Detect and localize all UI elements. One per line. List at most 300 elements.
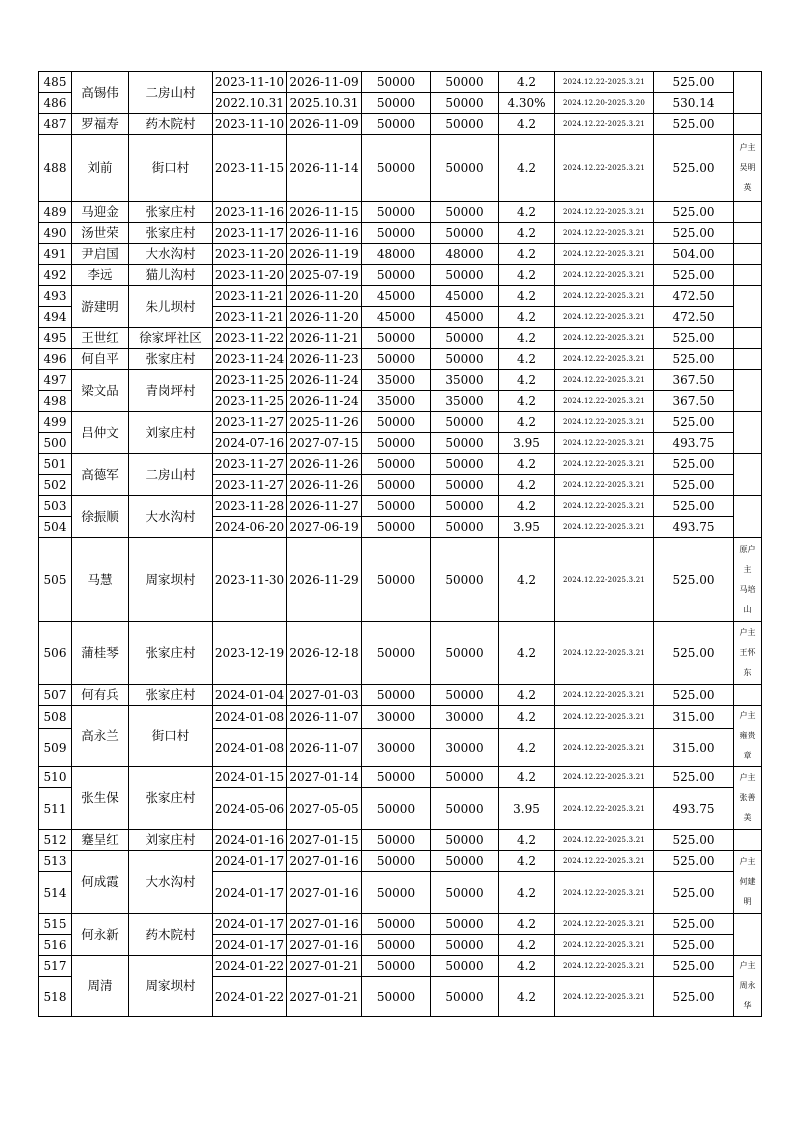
interest-rate: 4.2: [499, 729, 555, 767]
serial-number: 498: [39, 391, 72, 412]
loan-end-date: 2025.10.31: [287, 93, 362, 114]
loan-interest-table: [38, 71, 762, 1017]
loan-start-date: 2023-11-15: [213, 135, 287, 202]
remark-line: 户主: [739, 857, 756, 866]
loan-start-date: 2023-11-27: [213, 454, 287, 475]
village-name: 药木院村: [129, 114, 213, 135]
loan-balance: 30000: [431, 706, 499, 729]
remark-line: 吴明: [739, 163, 756, 172]
loan-amount: 50000: [362, 265, 431, 286]
loan-start-date: 2023-11-10: [213, 114, 287, 135]
loan-amount: 48000: [362, 244, 431, 265]
loan-amount: 50000: [362, 851, 431, 872]
loan-balance: 45000: [431, 307, 499, 328]
interest-rate: 4.2: [499, 412, 555, 433]
borrower-name: 罗福寿: [72, 114, 129, 135]
interest-rate: 4.2: [499, 244, 555, 265]
loan-balance: 50000: [431, 956, 499, 977]
interest-period: 2024.12.22-2025.3.21: [555, 286, 654, 307]
remark-line: 原户: [739, 544, 756, 554]
remark-line: 周永: [739, 981, 756, 990]
interest-amount: 525.00: [654, 767, 734, 788]
interest-amount: 315.00: [654, 729, 734, 767]
loan-end-date: 2027-01-03: [287, 685, 362, 706]
remark-cell: [734, 349, 762, 370]
village-name: 药木院村: [129, 914, 213, 956]
borrower-name: 汤世荣: [72, 223, 129, 244]
loan-balance: 50000: [431, 114, 499, 135]
remark-cell: [734, 370, 762, 412]
village-name: 周家坝村: [129, 956, 213, 1017]
loan-amount: 50000: [362, 475, 431, 496]
interest-period: 2024.12.22-2025.3.21: [555, 729, 654, 767]
remark-line: 章: [743, 751, 752, 760]
serial-number: 509: [39, 729, 72, 767]
interest-amount: 525.00: [654, 328, 734, 349]
borrower-name: 徐振顺: [72, 496, 129, 538]
loan-start-date: 2023-11-16: [213, 202, 287, 223]
borrower-name: 高永兰: [72, 706, 129, 767]
loan-amount: 45000: [362, 307, 431, 328]
remark-line: 山: [743, 604, 752, 614]
interest-amount: 530.14: [654, 93, 734, 114]
loan-start-date: 2024-06-20: [213, 517, 287, 538]
interest-rate: 4.2: [499, 872, 555, 914]
loan-balance: 50000: [431, 935, 499, 956]
borrower-name: 马迎金: [72, 202, 129, 223]
serial-number: 490: [39, 223, 72, 244]
loan-start-date: 2024-01-17: [213, 851, 287, 872]
remark-cell: [734, 914, 762, 956]
remark-cell: [734, 72, 762, 114]
loan-end-date: 2027-01-21: [287, 977, 362, 1017]
remark-line: 英: [743, 183, 752, 192]
interest-period: 2024.12.22-2025.3.21: [555, 412, 654, 433]
loan-end-date: 2026-11-23: [287, 349, 362, 370]
remark-cell: [734, 685, 762, 706]
loan-balance: 50000: [431, 977, 499, 1017]
loan-end-date: 2026-11-29: [287, 538, 362, 622]
loan-start-date: 2024-01-17: [213, 872, 287, 914]
loan-amount: 50000: [362, 517, 431, 538]
loan-amount: 35000: [362, 391, 431, 412]
interest-period: 2024.12.22-2025.3.21: [555, 328, 654, 349]
serial-number: 508: [39, 706, 72, 729]
table-row: [39, 135, 762, 202]
borrower-name: 何永新: [72, 914, 129, 956]
serial-number: 515: [39, 914, 72, 935]
interest-period: 2024.12.22-2025.3.21: [555, 135, 654, 202]
interest-amount: 525.00: [654, 956, 734, 977]
village-name: 周家坝村: [129, 538, 213, 622]
remark-cell: [734, 114, 762, 135]
loan-end-date: 2026-11-15: [287, 202, 362, 223]
loan-amount: 35000: [362, 370, 431, 391]
village-name: 张家庄村: [129, 202, 213, 223]
serial-number: 495: [39, 328, 72, 349]
serial-number: 513: [39, 851, 72, 872]
loan-balance: 50000: [431, 475, 499, 496]
loan-amount: 50000: [362, 935, 431, 956]
interest-rate: 4.2: [499, 475, 555, 496]
loan-start-date: 2023-11-22: [213, 328, 287, 349]
remark-line: 主: [743, 564, 752, 574]
interest-rate: 4.30%: [499, 93, 555, 114]
interest-amount: 504.00: [654, 244, 734, 265]
remark-line: 东: [743, 668, 752, 677]
interest-rate: 4.2: [499, 914, 555, 935]
loan-end-date: 2027-01-21: [287, 956, 362, 977]
interest-amount: 525.00: [654, 475, 734, 496]
remark-cell: [734, 706, 762, 767]
table-row: [39, 538, 762, 622]
loan-amount: 30000: [362, 706, 431, 729]
interest-amount: 493.75: [654, 517, 734, 538]
loan-end-date: 2027-07-15: [287, 433, 362, 454]
loan-balance: 50000: [431, 538, 499, 622]
borrower-name: 李远: [72, 265, 129, 286]
remark-line: 美: [743, 813, 752, 822]
loan-end-date: 2026-11-07: [287, 706, 362, 729]
loan-end-date: 2026-12-18: [287, 622, 362, 685]
borrower-name: 尹启国: [72, 244, 129, 265]
interest-amount: 525.00: [654, 265, 734, 286]
interest-amount: 525.00: [654, 830, 734, 851]
loan-end-date: 2027-01-16: [287, 935, 362, 956]
loan-end-date: 2025-11-26: [287, 412, 362, 433]
interest-amount: 472.50: [654, 286, 734, 307]
loan-end-date: 2026-11-26: [287, 454, 362, 475]
table-row: [39, 114, 762, 135]
table-row: [39, 202, 762, 223]
interest-rate: 4.2: [499, 349, 555, 370]
loan-end-date: 2026-11-26: [287, 475, 362, 496]
serial-number: 488: [39, 135, 72, 202]
serial-number: 512: [39, 830, 72, 851]
interest-rate: 4.2: [499, 307, 555, 328]
loan-end-date: 2027-01-16: [287, 914, 362, 935]
interest-amount: 525.00: [654, 851, 734, 872]
loan-end-date: 2027-05-05: [287, 788, 362, 830]
interest-rate: 3.95: [499, 433, 555, 454]
serial-number: 507: [39, 685, 72, 706]
loan-balance: 50000: [431, 93, 499, 114]
loan-end-date: 2026-11-27: [287, 496, 362, 517]
table-row: [39, 244, 762, 265]
remark-line: 户主: [739, 961, 756, 970]
loan-amount: 50000: [362, 93, 431, 114]
borrower-name: 游建明: [72, 286, 129, 328]
loan-start-date: 2023-11-27: [213, 412, 287, 433]
loan-end-date: 2026-11-09: [287, 114, 362, 135]
village-name: 猫儿沟村: [129, 265, 213, 286]
interest-rate: 3.95: [499, 788, 555, 830]
loan-balance: 50000: [431, 914, 499, 935]
interest-amount: 525.00: [654, 685, 734, 706]
interest-rate: 3.95: [499, 517, 555, 538]
loan-balance: 50000: [431, 412, 499, 433]
table-row: [39, 412, 762, 433]
loan-start-date: 2023-11-21: [213, 307, 287, 328]
village-name: 刘家庄村: [129, 830, 213, 851]
remark-line: 华: [743, 1001, 752, 1010]
loan-start-date: 2024-01-22: [213, 977, 287, 1017]
interest-rate: 4.2: [499, 767, 555, 788]
borrower-name: 高德军: [72, 454, 129, 496]
loan-end-date: 2026-11-21: [287, 328, 362, 349]
loan-amount: 50000: [362, 496, 431, 517]
interest-period: 2024.12.22-2025.3.21: [555, 433, 654, 454]
loan-start-date: 2023-11-20: [213, 265, 287, 286]
loan-end-date: 2026-11-09: [287, 72, 362, 93]
interest-rate: 4.2: [499, 202, 555, 223]
loan-end-date: 2026-11-20: [287, 307, 362, 328]
serial-number: 487: [39, 114, 72, 135]
interest-rate: 4.2: [499, 370, 555, 391]
loan-start-date: 2023-11-20: [213, 244, 287, 265]
table-row: [39, 328, 762, 349]
borrower-name: 蹇呈红: [72, 830, 129, 851]
borrower-name: 何自平: [72, 349, 129, 370]
interest-period: 2024.12.22-2025.3.21: [555, 914, 654, 935]
loan-amount: 50000: [362, 872, 431, 914]
loan-amount: 50000: [362, 135, 431, 202]
table-body: [39, 72, 762, 1017]
interest-rate: 4.2: [499, 286, 555, 307]
loan-amount: 50000: [362, 328, 431, 349]
loan-start-date: 2023-11-24: [213, 349, 287, 370]
remark-cell: [734, 496, 762, 538]
loan-start-date: 2023-11-28: [213, 496, 287, 517]
serial-number: 496: [39, 349, 72, 370]
serial-number: 506: [39, 622, 72, 685]
interest-amount: 525.00: [654, 914, 734, 935]
loan-balance: 50000: [431, 872, 499, 914]
table-row: [39, 914, 762, 935]
loan-amount: 45000: [362, 286, 431, 307]
remark-line: 户主: [739, 711, 756, 720]
loan-balance: 35000: [431, 391, 499, 412]
table-row: [39, 496, 762, 517]
interest-amount: 525.00: [654, 223, 734, 244]
serial-number: 502: [39, 475, 72, 496]
interest-rate: 4.2: [499, 328, 555, 349]
interest-rate: 4.2: [499, 935, 555, 956]
loan-start-date: 2024-01-15: [213, 767, 287, 788]
remark-cell: [734, 265, 762, 286]
table-row: [39, 622, 762, 685]
loan-balance: 50000: [431, 72, 499, 93]
remark-line: 户主: [739, 773, 756, 782]
loan-end-date: 2026-11-20: [287, 286, 362, 307]
village-name: 二房山村: [129, 454, 213, 496]
loan-end-date: 2027-06-19: [287, 517, 362, 538]
interest-amount: 525.00: [654, 202, 734, 223]
borrower-name: 吕仲文: [72, 412, 129, 454]
interest-rate: 4.2: [499, 391, 555, 412]
remark-cell: [734, 135, 762, 202]
loan-end-date: 2026-11-19: [287, 244, 362, 265]
village-name: 张家庄村: [129, 223, 213, 244]
serial-number: 499: [39, 412, 72, 433]
remark-line: 王怀: [739, 648, 756, 657]
loan-balance: 50000: [431, 433, 499, 454]
remark-cell: [734, 202, 762, 223]
remark-line: 明: [743, 897, 752, 906]
loan-balance: 50000: [431, 622, 499, 685]
remark-cell: [734, 286, 762, 328]
loan-end-date: 2026-11-16: [287, 223, 362, 244]
interest-rate: 4.2: [499, 622, 555, 685]
loan-start-date: 2023-11-21: [213, 286, 287, 307]
interest-amount: 525.00: [654, 622, 734, 685]
interest-amount: 525.00: [654, 72, 734, 93]
interest-period: 2024.12.22-2025.3.21: [555, 349, 654, 370]
loan-amount: 50000: [362, 412, 431, 433]
borrower-name: 蒲桂琴: [72, 622, 129, 685]
interest-period: 2024.12.22-2025.3.21: [555, 307, 654, 328]
loan-amount: 50000: [362, 454, 431, 475]
interest-amount: 367.50: [654, 391, 734, 412]
interest-amount: 493.75: [654, 433, 734, 454]
loan-start-date: 2024-01-04: [213, 685, 287, 706]
loan-start-date: 2022.10.31: [213, 93, 287, 114]
serial-number: 489: [39, 202, 72, 223]
village-name: 张家庄村: [129, 767, 213, 830]
interest-amount: 315.00: [654, 706, 734, 729]
loan-amount: 30000: [362, 729, 431, 767]
interest-rate: 4.2: [499, 851, 555, 872]
borrower-name: 王世红: [72, 328, 129, 349]
remark-line: 何建: [739, 877, 756, 886]
loan-balance: 50000: [431, 223, 499, 244]
serial-number: 494: [39, 307, 72, 328]
loan-amount: 50000: [362, 788, 431, 830]
interest-period: 2024.12.22-2025.3.21: [555, 851, 654, 872]
remark-cell: [734, 622, 762, 685]
loan-balance: 30000: [431, 729, 499, 767]
remark-cell: [734, 830, 762, 851]
loan-balance: 50000: [431, 265, 499, 286]
serial-number: 486: [39, 93, 72, 114]
serial-number: 511: [39, 788, 72, 830]
interest-period: 2024.12.22-2025.3.21: [555, 685, 654, 706]
serial-number: 510: [39, 767, 72, 788]
loan-balance: 50000: [431, 767, 499, 788]
loan-start-date: 2024-01-17: [213, 935, 287, 956]
interest-rate: 4.2: [499, 496, 555, 517]
interest-period: 2024.12.22-2025.3.21: [555, 202, 654, 223]
loan-balance: 48000: [431, 244, 499, 265]
interest-amount: 525.00: [654, 349, 734, 370]
interest-rate: 4.2: [499, 706, 555, 729]
loan-start-date: 2024-05-06: [213, 788, 287, 830]
interest-rate: 4.2: [499, 685, 555, 706]
remark-cell: [734, 956, 762, 1017]
remark-cell: [734, 454, 762, 496]
loan-start-date: 2024-01-22: [213, 956, 287, 977]
interest-amount: 472.50: [654, 307, 734, 328]
village-name: 街口村: [129, 706, 213, 767]
loan-end-date: 2027-01-16: [287, 851, 362, 872]
village-name: 张家庄村: [129, 685, 213, 706]
interest-rate: 4.2: [499, 956, 555, 977]
village-name: 朱儿坝村: [129, 286, 213, 328]
interest-period: 2024.12.22-2025.3.21: [555, 706, 654, 729]
interest-amount: 525.00: [654, 872, 734, 914]
loan-start-date: 2023-11-25: [213, 370, 287, 391]
village-name: 大水沟村: [129, 851, 213, 914]
loan-end-date: 2027-01-15: [287, 830, 362, 851]
village-name: 刘家庄村: [129, 412, 213, 454]
interest-amount: 525.00: [654, 496, 734, 517]
serial-number: 518: [39, 977, 72, 1017]
village-name: 徐家坪社区: [129, 328, 213, 349]
remark-line: 户主: [739, 143, 756, 152]
interest-period: 2024.12.22-2025.3.21: [555, 830, 654, 851]
interest-period: 2024.12.22-2025.3.21: [555, 370, 654, 391]
remark-cell: [734, 223, 762, 244]
loan-balance: 50000: [431, 496, 499, 517]
interest-amount: 525.00: [654, 412, 734, 433]
interest-period: 2024.12.22-2025.3.21: [555, 265, 654, 286]
loan-amount: 50000: [362, 538, 431, 622]
serial-number: 497: [39, 370, 72, 391]
loan-end-date: 2027-01-16: [287, 872, 362, 914]
interest-period: 2024.12.20-2025.3.20: [555, 93, 654, 114]
interest-rate: 4.2: [499, 223, 555, 244]
table-row: [39, 851, 762, 872]
remark-line: 户主: [739, 628, 756, 637]
serial-number: 485: [39, 72, 72, 93]
loan-amount: 50000: [362, 767, 431, 788]
remark-cell: [734, 244, 762, 265]
loan-start-date: 2024-07-16: [213, 433, 287, 454]
village-name: 张家庄村: [129, 349, 213, 370]
loan-balance: 50000: [431, 328, 499, 349]
village-name: 大水沟村: [129, 496, 213, 538]
serial-number: 501: [39, 454, 72, 475]
interest-rate: 4.2: [499, 135, 555, 202]
table-row: [39, 685, 762, 706]
interest-rate: 4.2: [499, 265, 555, 286]
loan-balance: 50000: [431, 685, 499, 706]
interest-period: 2024.12.22-2025.3.21: [555, 244, 654, 265]
serial-number: 500: [39, 433, 72, 454]
table-row: [39, 72, 762, 93]
interest-period: 2024.12.22-2025.3.21: [555, 72, 654, 93]
serial-number: 514: [39, 872, 72, 914]
loan-end-date: 2026-11-14: [287, 135, 362, 202]
interest-period: 2024.12.22-2025.3.21: [555, 475, 654, 496]
serial-number: 503: [39, 496, 72, 517]
interest-period: 2024.12.22-2025.3.21: [555, 114, 654, 135]
interest-rate: 4.2: [499, 977, 555, 1017]
loan-balance: 50000: [431, 454, 499, 475]
loan-balance: 50000: [431, 135, 499, 202]
village-name: 张家庄村: [129, 622, 213, 685]
loan-balance: 50000: [431, 349, 499, 370]
interest-rate: 4.2: [499, 72, 555, 93]
interest-amount: 525.00: [654, 538, 734, 622]
table-row: [39, 956, 762, 977]
remark-line: 张善: [739, 793, 756, 802]
loan-end-date: 2026-11-24: [287, 391, 362, 412]
loan-end-date: 2026-11-07: [287, 729, 362, 767]
interest-amount: 525.00: [654, 114, 734, 135]
table-row: [39, 706, 762, 729]
interest-amount: 525.00: [654, 935, 734, 956]
